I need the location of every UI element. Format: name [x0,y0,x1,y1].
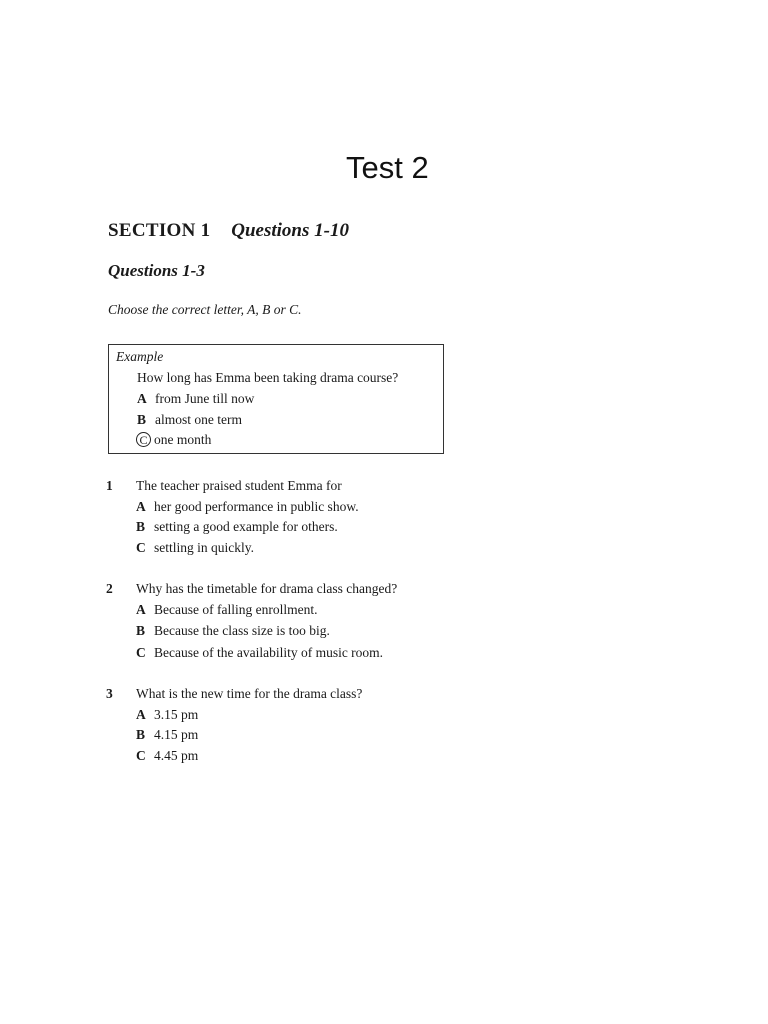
question-text: Why has the timetable for drama class changed? [136,581,398,596]
option-text: her good performance in public show. [154,499,359,514]
option-text: Because of the availability of music room. [154,645,384,660]
section-heading [108,220,349,242]
circled-answer-letter: C [136,432,151,447]
option-letter: B [136,727,146,742]
option-text: settling in quickly. [154,540,254,555]
question-1-option-c [136,540,254,556]
example-option-c [136,432,211,448]
instruction-text: Choose the correct letter, A, B or C. [108,302,302,317]
option-letter: C [136,645,146,660]
option-text: 4.45 pm [154,748,199,763]
question-3-option-c [136,748,198,764]
option-text: one month [154,432,212,447]
question-text: What is the new time for the drama class? [136,686,363,701]
option-letter: B [137,412,147,427]
question-3-option-a [136,707,198,723]
question-1-option-b [136,519,338,535]
option-text: almost one term [155,412,242,427]
section-range: Questions 1-10 [231,220,349,241]
option-letter: A [137,391,147,406]
option-text: setting a good example for others. [154,519,338,534]
question-number: 3 [106,686,113,701]
example-label: Example [116,349,164,364]
section-label: SECTION 1 [108,220,211,241]
example-question: How long has Emma been taking drama course? [137,370,399,385]
question-text: The teacher praised student Emma for [136,478,342,493]
option-letter: B [136,519,146,534]
example-box [108,344,444,454]
page-title: Test 2 [346,150,429,185]
question-number: 2 [106,581,113,596]
example-option-a [137,391,254,407]
option-letter: A [136,602,146,617]
question-group-heading: Questions 1-3 [108,261,205,280]
option-text: 4.15 pm [154,727,199,742]
question-2-option-b [136,623,330,639]
question-2-option-c [136,645,383,661]
question-1-option-a [136,499,359,515]
question-number: 1 [106,478,113,493]
option-letter: B [136,623,146,638]
option-text: from June till now [155,391,255,406]
question-3-option-b [136,727,198,743]
example-option-b [137,412,242,428]
question-2-option-a [136,602,317,618]
option-text: Because the class size is too big. [154,623,330,638]
option-text: Because of falling enrollment. [154,602,318,617]
option-letter: A [136,707,146,722]
option-letter: A [136,499,146,514]
option-text: 3.15 pm [154,707,199,722]
option-letter: C [136,748,146,763]
option-letter: C [136,540,146,555]
